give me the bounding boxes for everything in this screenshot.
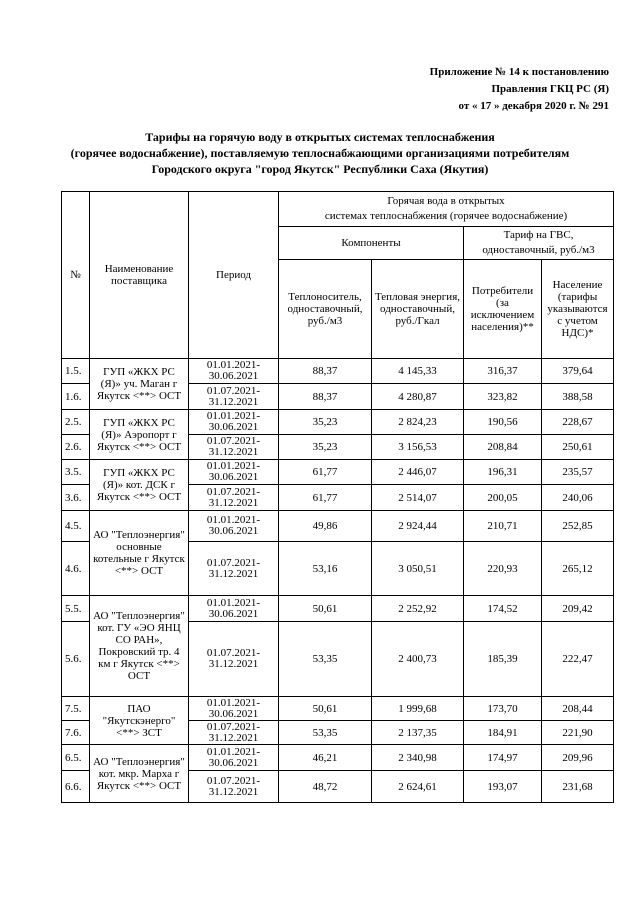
document-title bbox=[40, 129, 600, 177]
cell-population: 222,47 bbox=[542, 622, 614, 697]
cell-num: 2.5. bbox=[62, 410, 90, 435]
cell-num: 4.6. bbox=[62, 542, 90, 596]
header-num: № bbox=[62, 192, 90, 359]
cell-heat-energy: 2 624,61 bbox=[372, 771, 464, 803]
cell-heat-carrier: 46,21 bbox=[279, 745, 372, 771]
cell-consumers: 210,71 bbox=[464, 511, 542, 542]
table-row bbox=[62, 596, 614, 622]
cell-consumers: 196,31 bbox=[464, 460, 542, 485]
cell-population: 240,06 bbox=[542, 485, 614, 511]
header-tariff bbox=[464, 227, 614, 260]
cell-heat-energy: 2 514,07 bbox=[372, 485, 464, 511]
cell-period: 01.01.2021-30.06.2021 bbox=[189, 697, 279, 721]
cell-period: 01.01.2021-30.06.2021 bbox=[189, 460, 279, 485]
cell-consumers: 193,07 bbox=[464, 771, 542, 803]
cell-period: 01.07.2021-31.12.2021 bbox=[189, 384, 279, 410]
cell-heat-carrier: 53,16 bbox=[279, 542, 372, 596]
header-date-line: от « 17 » декабря 2020 г. № 291 bbox=[458, 100, 609, 112]
cell-heat-carrier: 53,35 bbox=[279, 622, 372, 697]
cell-heat-energy: 2 400,73 bbox=[372, 622, 464, 697]
cell-consumers: 184,91 bbox=[464, 721, 542, 745]
header-board-line: Правления ГКЦ РС (Я) bbox=[491, 83, 609, 95]
cell-heat-energy: 4 145,33 bbox=[372, 359, 464, 384]
cell-heat-energy: 3 050,51 bbox=[372, 542, 464, 596]
document-header bbox=[430, 64, 609, 115]
cell-heat-energy: 2 340,98 bbox=[372, 745, 464, 771]
cell-period: 01.07.2021-31.12.2021 bbox=[189, 435, 279, 460]
cell-supplier: ПАО "Якутскэнерго" <**> ЗСТ bbox=[90, 697, 189, 745]
cell-heat-energy: 2 924,44 bbox=[372, 511, 464, 542]
cell-consumers: 190,56 bbox=[464, 410, 542, 435]
title-line-1: Тарифы на горячую воду в открытых системах теплоснабжения bbox=[145, 130, 495, 144]
cell-consumers: 208,84 bbox=[464, 435, 542, 460]
cell-heat-energy: 2 252,92 bbox=[372, 596, 464, 622]
cell-heat-energy: 1 999,68 bbox=[372, 697, 464, 721]
cell-num: 4.5. bbox=[62, 511, 90, 542]
table-row bbox=[62, 745, 614, 771]
cell-period: 01.07.2021-31.12.2021 bbox=[189, 771, 279, 803]
cell-heat-carrier: 53,35 bbox=[279, 721, 372, 745]
cell-consumers: 220,93 bbox=[464, 542, 542, 596]
cell-heat-carrier: 50,61 bbox=[279, 596, 372, 622]
cell-population: 252,85 bbox=[542, 511, 614, 542]
cell-period: 01.07.2021-31.12.2021 bbox=[189, 485, 279, 511]
header-tariff-line-2: одноставочный, руб./м3 bbox=[482, 244, 595, 256]
cell-population: 209,96 bbox=[542, 745, 614, 771]
header-heat-energy: Тепловая энергия, одноставочный, руб./Гкал bbox=[372, 260, 464, 359]
cell-consumers: 174,52 bbox=[464, 596, 542, 622]
cell-period: 01.01.2021-30.06.2021 bbox=[189, 596, 279, 622]
cell-num: 6.6. bbox=[62, 771, 90, 803]
cell-num: 5.5. bbox=[62, 596, 90, 622]
cell-supplier: АО "Теплоэнергия" основные котельные г Якутск <**> ОСТ bbox=[90, 511, 189, 596]
cell-supplier: АО "Теплоэнергия" кот. мкр. Марха г Якутск <**> ОСТ bbox=[90, 745, 189, 803]
header-group-line-1: Горячая вода в открытых bbox=[387, 195, 505, 207]
cell-consumers: 174,97 bbox=[464, 745, 542, 771]
cell-num: 1.5. bbox=[62, 359, 90, 384]
cell-num: 3.6. bbox=[62, 485, 90, 511]
cell-heat-carrier: 35,23 bbox=[279, 435, 372, 460]
header-components: Компоненты bbox=[279, 227, 464, 260]
cell-population: 265,12 bbox=[542, 542, 614, 596]
cell-period: 01.07.2021-31.12.2021 bbox=[189, 622, 279, 697]
cell-num: 3.5. bbox=[62, 460, 90, 485]
cell-heat-carrier: 50,61 bbox=[279, 697, 372, 721]
cell-heat-carrier: 61,77 bbox=[279, 460, 372, 485]
cell-population: 231,68 bbox=[542, 771, 614, 803]
cell-population: 209,42 bbox=[542, 596, 614, 622]
header-annex-line: Приложение № 14 к постановлению bbox=[429, 66, 609, 78]
cell-consumers: 173,70 bbox=[464, 697, 542, 721]
cell-consumers: 323,82 bbox=[464, 384, 542, 410]
cell-period: 01.01.2021-30.06.2021 bbox=[189, 410, 279, 435]
table-row bbox=[62, 410, 614, 435]
header-consumers: Потребители (за исключением населения)** bbox=[464, 260, 542, 359]
cell-heat-carrier: 88,37 bbox=[279, 359, 372, 384]
header-heat-carrier: Теплоноситель, одноставочный, руб./м3 bbox=[279, 260, 372, 359]
table-row bbox=[62, 359, 614, 384]
cell-period: 01.07.2021-31.12.2021 bbox=[189, 721, 279, 745]
cell-heat-energy: 3 156,53 bbox=[372, 435, 464, 460]
header-group-line-2: системах теплоснабжения (горячее водоснабжение) bbox=[324, 210, 568, 222]
title-line-3: Городского округа "город Якутск" Республики Саха (Якутия) bbox=[151, 162, 489, 176]
cell-num: 6.5. bbox=[62, 745, 90, 771]
cell-heat-carrier: 61,77 bbox=[279, 485, 372, 511]
cell-num: 7.5. bbox=[62, 697, 90, 721]
cell-heat-energy: 4 280,87 bbox=[372, 384, 464, 410]
header-supplier: Наименование поставщика bbox=[90, 192, 189, 359]
cell-heat-energy: 2 446,07 bbox=[372, 460, 464, 485]
cell-heat-carrier: 48,72 bbox=[279, 771, 372, 803]
table-row bbox=[62, 511, 614, 542]
cell-period: 01.01.2021-30.06.2021 bbox=[189, 745, 279, 771]
title-line-2: (горячее водоснабжение), поставляемую теплоснабжающими организациями потребителям bbox=[70, 146, 570, 160]
cell-period: 01.01.2021-30.06.2021 bbox=[189, 511, 279, 542]
cell-population: 228,67 bbox=[542, 410, 614, 435]
cell-num: 2.6. bbox=[62, 435, 90, 460]
cell-num: 5.6. bbox=[62, 622, 90, 697]
cell-heat-energy: 2 824,23 bbox=[372, 410, 464, 435]
cell-supplier: АО "Теплоэнергия" кот. ГУ «ЭО ЯНЦ СО РАН», Покровский тр. 4 км г Якутск <**> ОСТ bbox=[90, 596, 189, 697]
cell-population: 379,64 bbox=[542, 359, 614, 384]
cell-population: 250,61 bbox=[542, 435, 614, 460]
header-tariff-line-1: Тариф на ГВС, bbox=[503, 229, 574, 241]
cell-heat-carrier: 49,86 bbox=[279, 511, 372, 542]
table-body bbox=[62, 359, 614, 803]
cell-consumers: 185,39 bbox=[464, 622, 542, 697]
cell-population: 388,58 bbox=[542, 384, 614, 410]
tariff-table bbox=[61, 191, 614, 803]
cell-heat-energy: 2 137,35 bbox=[372, 721, 464, 745]
cell-supplier: ГУП «ЖКХ РС (Я)» кот. ДСК г Якутск <**> ОСТ bbox=[90, 460, 189, 511]
cell-num: 1.6. bbox=[62, 384, 90, 410]
cell-period: 01.07.2021-31.12.2021 bbox=[189, 542, 279, 596]
cell-consumers: 316,37 bbox=[464, 359, 542, 384]
table-row bbox=[62, 460, 614, 485]
cell-heat-carrier: 35,23 bbox=[279, 410, 372, 435]
header-population: Население (тарифы указываются с учетом НДС)* bbox=[542, 260, 614, 359]
cell-period: 01.01.2021-30.06.2021 bbox=[189, 359, 279, 384]
table-row bbox=[62, 697, 614, 721]
cell-population: 208,44 bbox=[542, 697, 614, 721]
cell-population: 221,90 bbox=[542, 721, 614, 745]
header-hot-water-group bbox=[279, 192, 614, 227]
cell-heat-carrier: 88,37 bbox=[279, 384, 372, 410]
cell-num: 7.6. bbox=[62, 721, 90, 745]
cell-supplier: ГУП «ЖКХ РС (Я)» Аэропорт г Якутск <**> ОСТ bbox=[90, 410, 189, 460]
header-period: Период bbox=[189, 192, 279, 359]
cell-consumers: 200,05 bbox=[464, 485, 542, 511]
cell-population: 235,57 bbox=[542, 460, 614, 485]
cell-supplier: ГУП «ЖКХ РС (Я)» уч. Маган г Якутск <**> ОСТ bbox=[90, 359, 189, 410]
